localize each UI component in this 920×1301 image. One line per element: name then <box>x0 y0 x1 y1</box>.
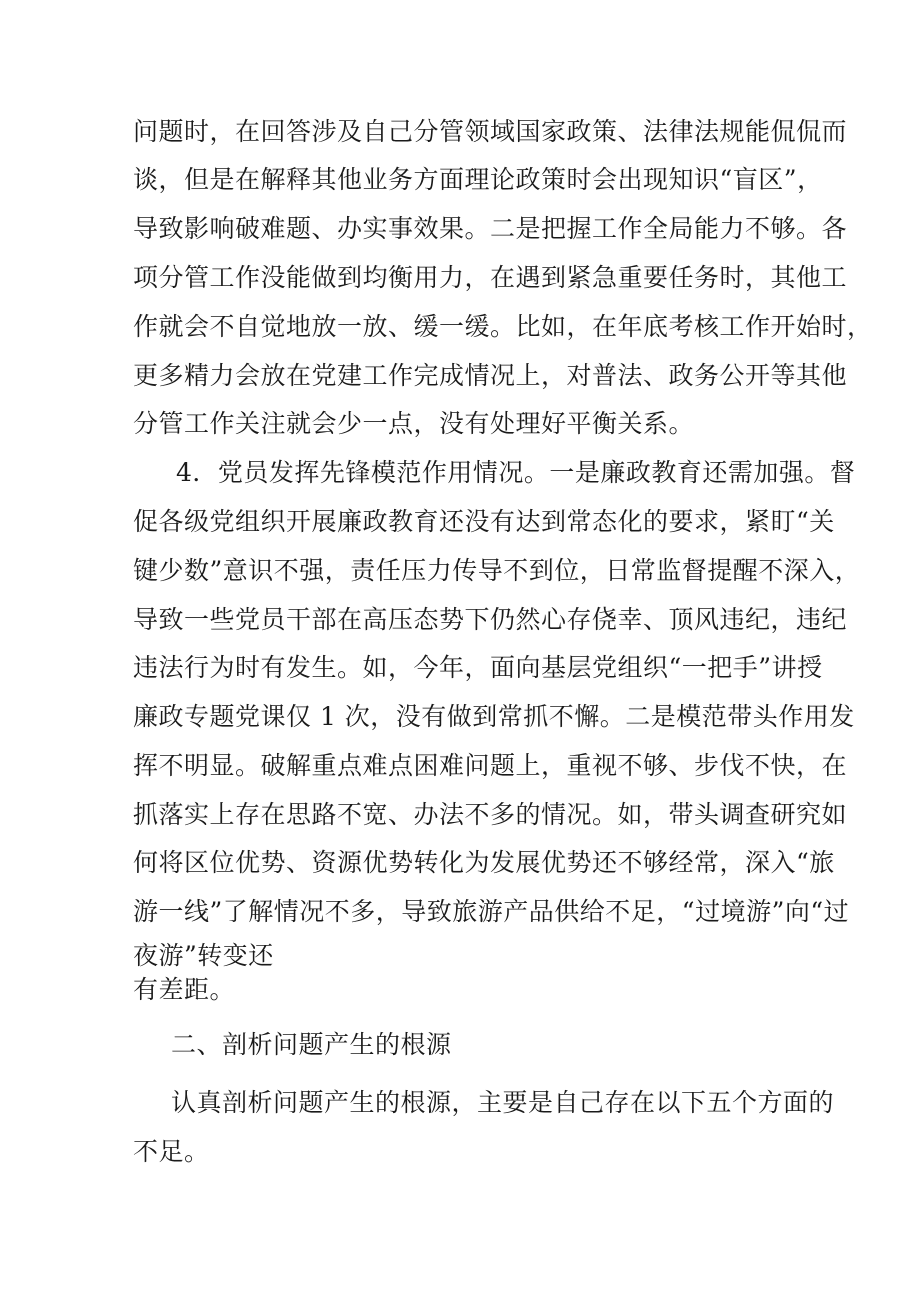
text-line: 分管工作关注就会少一点，没有处理好平衡关系。 <box>133 409 695 438</box>
section-4-heading-line: 4．党员发挥先锋模范作用情况。一是廉政教育还需加强。督 <box>176 458 856 487</box>
text-line: 谈，但是在解释其他业务方面理论政策时会出现知识“盲区”， <box>133 165 823 194</box>
text-line: 导致影响破难题、办实事效果。二是把握工作全局能力不够。各 <box>133 214 848 243</box>
text-line: 廉政专题党课仅 1 次，没有做到常抓不懈。二是模范带头作用发 <box>133 702 855 731</box>
text-line: 何将区位优势、资源优势转化为发展优势还不够经常，深入“旅 <box>133 848 835 877</box>
text-line: 不足。 <box>133 1137 210 1166</box>
text-line: 促各级党组织开展廉政教育还没有达到常态化的要求，紧盯“关 <box>133 507 835 536</box>
text-line: 有差距。 <box>133 975 236 1004</box>
text-line: 键少数”意识不强，责任压力传导不到位，日常监督提醒不深入， <box>133 556 861 585</box>
text-line: 作就会不自觉地放一放、缓一缓。比如，在年底考核工作开始时， <box>133 312 873 341</box>
text-line: 项分管工作没能做到均衡用力，在遇到紧急重要任务时，其他工 <box>133 263 848 292</box>
text-line: 游一线”了解情况不多，导致旅游产品供给不足，“过境游”向“过 <box>133 897 850 926</box>
paragraph-first-line: 认真剖析问题产生的根源，主要是自己存在以下五个方面的 <box>171 1088 835 1117</box>
text-line: 挥不明显。破解重点难点困难问题上，重视不够、步伐不快，在 <box>133 751 848 780</box>
text-line: 违法行为时有发生。如，今年，面向基层党组织“一把手”讲授 <box>133 653 823 682</box>
text-line: 问题时，在回答涉及自己分管领域国家政策、法律法规能侃侃而 <box>133 117 848 146</box>
text-line: 更多精力会放在党建工作完成情况上，对普法、政务公开等其他 <box>133 361 848 390</box>
text-line: 导致一些党员干部在高压态势下仍然心存侥幸、顶风违纪，违纪 <box>133 605 848 634</box>
section-heading: 二、剖析问题产生的根源 <box>171 1030 452 1059</box>
text-line: 抓落实上存在思路不宽、办法不多的情况。如，带头调查研究如 <box>133 800 848 829</box>
text-line: 夜游”转变还 <box>133 941 274 970</box>
